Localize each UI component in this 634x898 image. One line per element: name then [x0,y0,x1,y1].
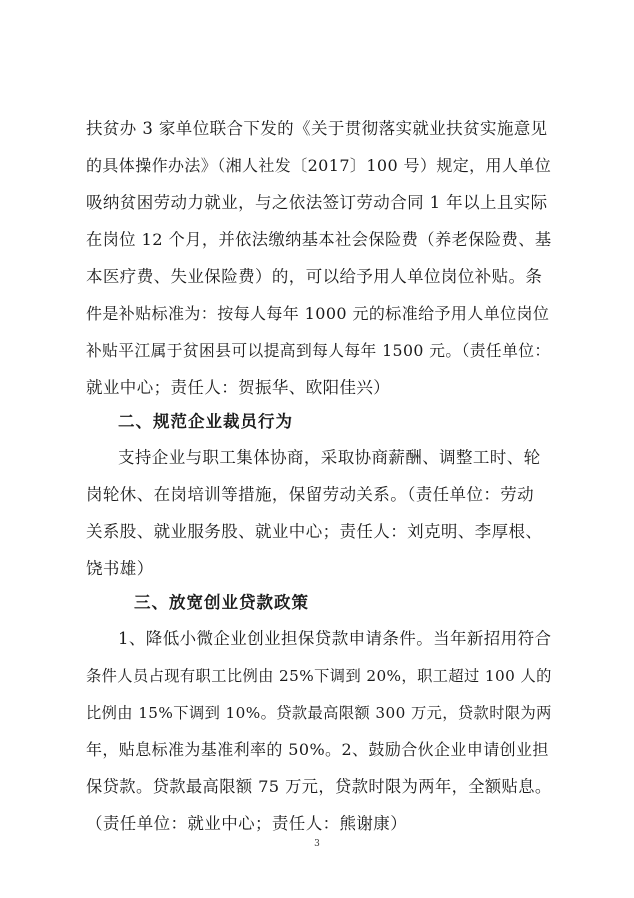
paragraph-line: 1、降低小微企业创业担保贷款申请条件。当年新招用符合 [118,629,552,648]
paragraph-line: 吸纳贫困劳动力就业，与之依法签订劳动合同 1 年以上且实际 [86,193,548,212]
paragraph-line: 的具体操作办法》（湘人社发〔2017〕100 号）规定，用人单位 [86,156,552,175]
paragraph-line: 扶贫办 3 家单位联合下发的《关于贯彻落实就业扶贫实施意见 [86,119,548,138]
paragraph-line: 在岗位 12 个月，并依法缴纳基本社会保险费（养老保险费、基 [86,230,552,249]
paragraph-line: 岗轮休、在岗培训等措施，保留劳动关系。（责任单位：劳动 [86,485,535,504]
paragraph-line: （责任单位：就业中心；责任人：熊谢康） [86,814,408,833]
paragraph-line: 比例由 15%下调到 10%。贷款最高限额 300 万元，贷款时限为两 [86,704,552,722]
paragraph-line: 关系股、就业服务股、就业中心；责任人：刘克明、李厚根、 [86,522,543,541]
paragraph-line: 本医疗费、失业保险费）的，可以给予用人单位岗位补贴。条 [86,267,543,286]
paragraph-line: 饶书雄） [86,559,154,578]
paragraph-line: 保贷款。贷款最高限额 75 万元，贷款时限为两年，全额贴息。 [86,777,552,796]
paragraph-line: 件是补贴标准为：按每人每年 1000 元的标准给予用人单位岗位 [86,304,550,323]
paragraph-line: 条件人员占现有职工比例由 25%下调到 20%，职工超过 100 人的 [86,667,552,685]
paragraph-line: 年，贴息标准为基准利率的 50%。2、鼓励合伙企业申请创业担 [86,740,549,759]
section-heading-2: 二、规范企业裁员行为 [118,412,293,431]
section-heading-3: 三、放宽创业贷款政策 [134,593,309,612]
paragraph-line: 就业中心；责任人：贺振华、欧阳佳兴） [86,378,391,397]
paragraph-line: 支持企业与职工集体协商，采取协商薪酬、调整工时、轮 [118,448,541,467]
paragraph-line: 补贴平江属于贫困县可以提高到每人每年 1500 元。（责任单位： [86,341,551,360]
page-number: 3 [314,839,320,849]
